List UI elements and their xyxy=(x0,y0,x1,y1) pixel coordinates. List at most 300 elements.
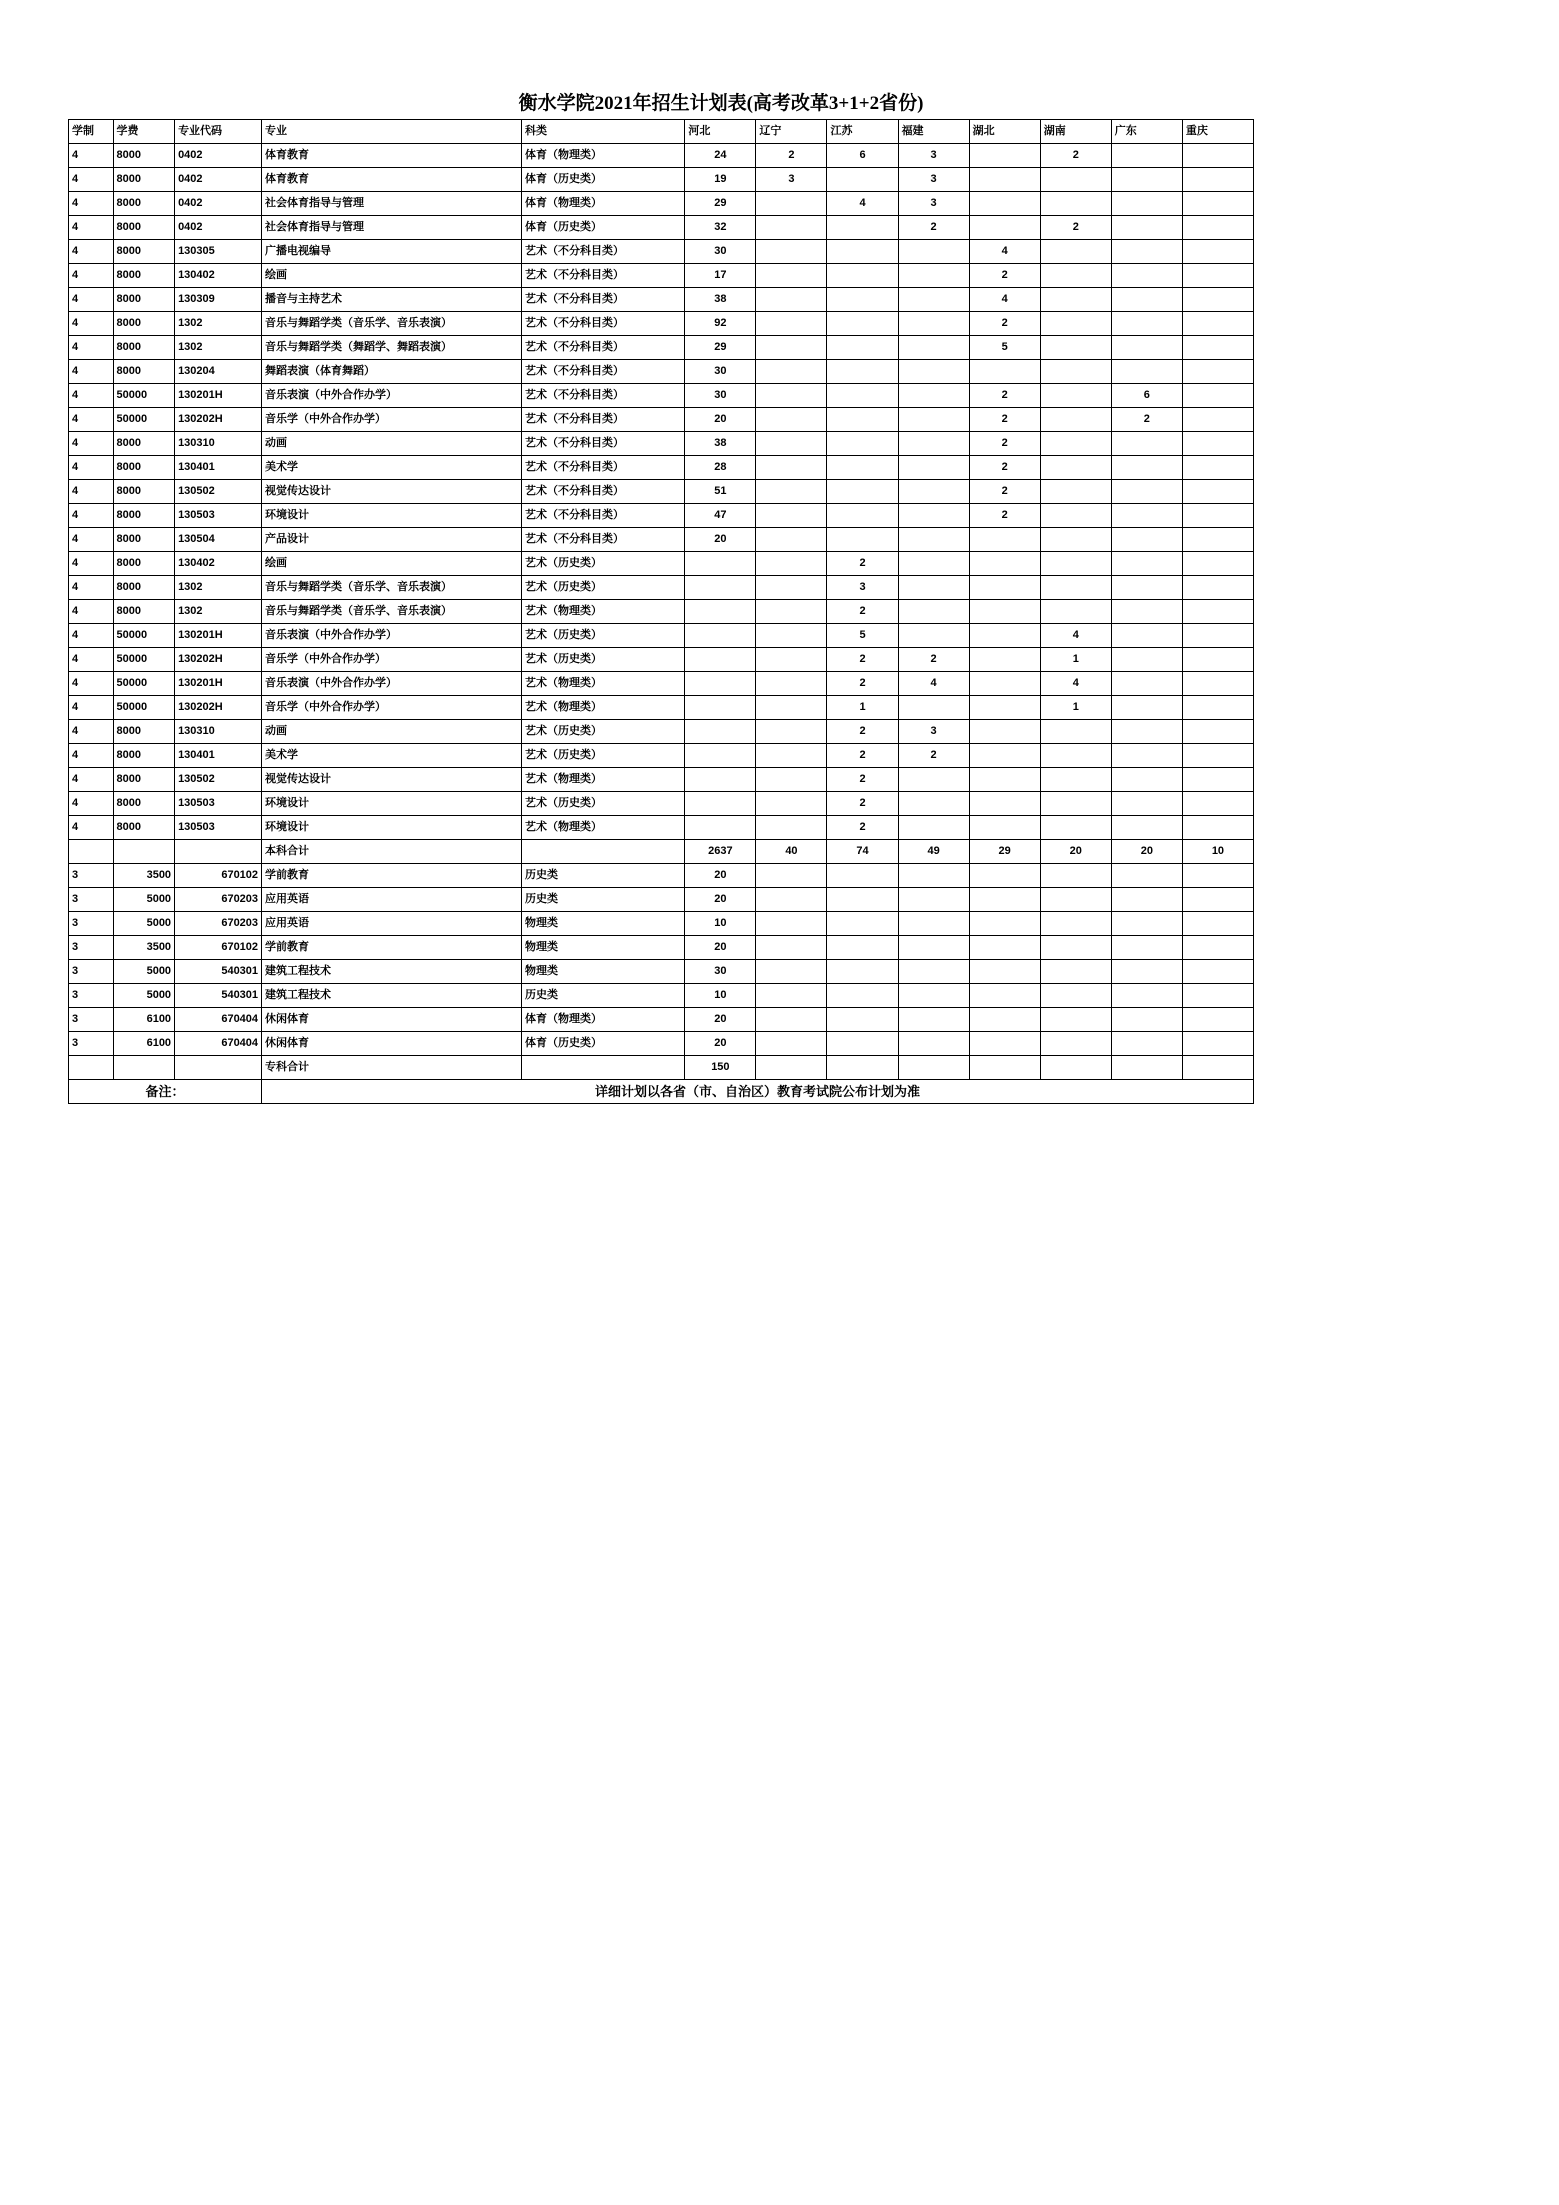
cell-quota-jiangsu: 2 xyxy=(827,600,898,624)
cell-major-code: 0402 xyxy=(175,192,262,216)
table-row-college xyxy=(69,1032,1254,1056)
cell-quota-hunan xyxy=(1040,168,1111,192)
cell-major-code: 130309 xyxy=(175,288,262,312)
cell-quota-liaoning xyxy=(756,1032,827,1056)
cell-category xyxy=(521,840,684,864)
cell-quota-hunan: 1 xyxy=(1040,648,1111,672)
cell-quota-hubei xyxy=(969,648,1040,672)
cell-major: 体育教育 xyxy=(262,144,522,168)
cell-major-code: 670102 xyxy=(175,864,262,888)
cell-major-code: 670102 xyxy=(175,936,262,960)
cell-years: 4 xyxy=(69,336,114,360)
cell-category: 艺术（不分科目类） xyxy=(521,528,684,552)
table-row-undergraduate xyxy=(69,384,1254,408)
cell-category: 艺术（物理类） xyxy=(521,672,684,696)
cell-quota-guangdong xyxy=(1111,168,1182,192)
cell-fee: 8000 xyxy=(113,768,175,792)
cell-quota-chongqing xyxy=(1182,720,1253,744)
cell-years: 4 xyxy=(69,480,114,504)
cell-quota-chongqing xyxy=(1182,528,1253,552)
cell-quota-chongqing xyxy=(1182,648,1253,672)
cell-quota-hebei xyxy=(685,552,756,576)
cell-fee: 50000 xyxy=(113,672,175,696)
header-province-hebei: 河北 xyxy=(685,120,756,144)
cell-quota-chongqing xyxy=(1182,264,1253,288)
cell-quota-hunan xyxy=(1040,912,1111,936)
cell-quota-liaoning xyxy=(756,600,827,624)
cell-quota-hubei xyxy=(969,576,1040,600)
cell-quota-hubei xyxy=(969,168,1040,192)
cell-quota-guangdong xyxy=(1111,984,1182,1008)
cell-quota-liaoning xyxy=(756,456,827,480)
cell-category: 体育（历史类） xyxy=(521,1032,684,1056)
cell-quota-fujian xyxy=(898,792,969,816)
cell-years: 4 xyxy=(69,768,114,792)
cell-quota-hebei xyxy=(685,696,756,720)
cell-quota-liaoning: 3 xyxy=(756,168,827,192)
cell-years: 4 xyxy=(69,648,114,672)
cell-years: 3 xyxy=(69,1008,114,1032)
cell-quota-hebei: 10 xyxy=(685,912,756,936)
cell-quota-hunan xyxy=(1040,336,1111,360)
table-row-undergraduate xyxy=(69,528,1254,552)
cell-quota-guangdong xyxy=(1111,672,1182,696)
cell-quota-guangdong xyxy=(1111,936,1182,960)
cell-major: 音乐学（中外合作办学） xyxy=(262,696,522,720)
cell-category: 艺术（不分科目类） xyxy=(521,360,684,384)
cell-major: 动画 xyxy=(262,432,522,456)
cell-quota-chongqing xyxy=(1182,384,1253,408)
cell-years: 4 xyxy=(69,240,114,264)
cell-quota-hunan xyxy=(1040,600,1111,624)
cell-quota-hubei: 2 xyxy=(969,264,1040,288)
header-province-fujian: 福建 xyxy=(898,120,969,144)
cell-fee: 8000 xyxy=(113,168,175,192)
cell-quota-hunan xyxy=(1040,432,1111,456)
cell-quota-fujian xyxy=(898,888,969,912)
cell-quota-guangdong xyxy=(1111,288,1182,312)
table-row-undergraduate xyxy=(69,648,1254,672)
cell-quota-guangdong xyxy=(1111,816,1182,840)
cell-fee: 8000 xyxy=(113,336,175,360)
cell-fee: 8000 xyxy=(113,360,175,384)
cell-quota-fujian: 3 xyxy=(898,168,969,192)
cell-category: 艺术（不分科目类） xyxy=(521,480,684,504)
cell-quota-guangdong xyxy=(1111,264,1182,288)
cell-major-code: 130201H xyxy=(175,624,262,648)
cell-fee: 8000 xyxy=(113,552,175,576)
cell-fee: 8000 xyxy=(113,456,175,480)
cell-quota-liaoning xyxy=(756,936,827,960)
cell-category: 体育（物理类） xyxy=(521,144,684,168)
cell-major-code: 0402 xyxy=(175,144,262,168)
cell-quota-jiangsu: 5 xyxy=(827,624,898,648)
cell-quota-guangdong xyxy=(1111,480,1182,504)
cell-quota-jiangsu xyxy=(827,1032,898,1056)
cell-fee: 8000 xyxy=(113,792,175,816)
cell-category: 物理类 xyxy=(521,912,684,936)
cell-quota-chongqing: 10 xyxy=(1182,840,1253,864)
cell-quota-jiangsu xyxy=(827,240,898,264)
cell-quota-fujian xyxy=(898,936,969,960)
cell-category: 体育（历史类） xyxy=(521,168,684,192)
cell-quota-hubei: 2 xyxy=(969,456,1040,480)
cell-quota-hebei xyxy=(685,792,756,816)
cell-major-code: 130202H xyxy=(175,696,262,720)
cell-major: 社会体育指导与管理 xyxy=(262,192,522,216)
cell-fee: 8000 xyxy=(113,216,175,240)
cell-quota-fujian xyxy=(898,456,969,480)
cell-quota-fujian: 2 xyxy=(898,216,969,240)
cell-quota-chongqing xyxy=(1182,144,1253,168)
cell-major: 美术学 xyxy=(262,456,522,480)
cell-years: 4 xyxy=(69,360,114,384)
cell-quota-liaoning xyxy=(756,384,827,408)
cell-quota-hebei xyxy=(685,744,756,768)
cell-category: 艺术（物理类） xyxy=(521,696,684,720)
cell-quota-hubei: 2 xyxy=(969,480,1040,504)
cell-quota-jiangsu xyxy=(827,168,898,192)
cell-fee: 8000 xyxy=(113,144,175,168)
cell-fee: 5000 xyxy=(113,912,175,936)
cell-quota-hebei: 19 xyxy=(685,168,756,192)
cell-quota-hubei xyxy=(969,600,1040,624)
cell-quota-hubei: 2 xyxy=(969,384,1040,408)
cell-quota-fujian xyxy=(898,1008,969,1032)
cell-major: 音乐学（中外合作办学） xyxy=(262,648,522,672)
cell-major-code: 1302 xyxy=(175,336,262,360)
table-row-undergraduate xyxy=(69,336,1254,360)
cell-major: 建筑工程技术 xyxy=(262,960,522,984)
cell-quota-guangdong: 6 xyxy=(1111,384,1182,408)
table-row-college-subtotal xyxy=(69,1056,1254,1080)
cell-quota-guangdong xyxy=(1111,792,1182,816)
cell-years: 4 xyxy=(69,264,114,288)
cell-major: 音乐表演（中外合作办学） xyxy=(262,384,522,408)
cell-years: 3 xyxy=(69,984,114,1008)
cell-quota-liaoning xyxy=(756,288,827,312)
cell-quota-hunan: 4 xyxy=(1040,672,1111,696)
table-row-undergraduate xyxy=(69,816,1254,840)
cell-years: 4 xyxy=(69,192,114,216)
cell-quota-hunan xyxy=(1040,456,1111,480)
table-row-college xyxy=(69,912,1254,936)
cell-quota-hunan xyxy=(1040,312,1111,336)
cell-quota-hubei xyxy=(969,216,1040,240)
cell-quota-jiangsu xyxy=(827,288,898,312)
cell-years: 4 xyxy=(69,696,114,720)
cell-quota-hunan xyxy=(1040,1008,1111,1032)
cell-quota-jiangsu xyxy=(827,528,898,552)
cell-quota-hubei xyxy=(969,1032,1040,1056)
cell-quota-chongqing xyxy=(1182,480,1253,504)
cell-quota-hunan xyxy=(1040,504,1111,528)
cell-quota-liaoning xyxy=(756,1008,827,1032)
cell-quota-hubei: 29 xyxy=(969,840,1040,864)
cell-major-code: 130305 xyxy=(175,240,262,264)
cell-quota-hunan xyxy=(1040,768,1111,792)
cell-quota-hunan: 1 xyxy=(1040,696,1111,720)
cell-quota-hebei: 28 xyxy=(685,456,756,480)
cell-major: 建筑工程技术 xyxy=(262,984,522,1008)
cell-major-code xyxy=(175,840,262,864)
cell-quota-jiangsu xyxy=(827,888,898,912)
cell-quota-jiangsu xyxy=(827,264,898,288)
cell-quota-hubei: 4 xyxy=(969,288,1040,312)
cell-quota-fujian: 3 xyxy=(898,720,969,744)
cell-quota-hebei xyxy=(685,768,756,792)
cell-quota-guangdong xyxy=(1111,768,1182,792)
cell-quota-hubei: 2 xyxy=(969,504,1040,528)
cell-years: 4 xyxy=(69,600,114,624)
table-row-undergraduate xyxy=(69,408,1254,432)
cell-quota-hunan xyxy=(1040,192,1111,216)
header-province-chongqing: 重庆 xyxy=(1182,120,1253,144)
cell-quota-chongqing xyxy=(1182,312,1253,336)
cell-quota-chongqing xyxy=(1182,1032,1253,1056)
cell-fee: 50000 xyxy=(113,384,175,408)
cell-major: 绘画 xyxy=(262,264,522,288)
cell-major-code: 1302 xyxy=(175,312,262,336)
cell-quota-hubei xyxy=(969,528,1040,552)
cell-quota-hunan xyxy=(1040,1056,1111,1080)
cell-major-code: 130503 xyxy=(175,504,262,528)
cell-fee: 8000 xyxy=(113,240,175,264)
cell-major: 学前教育 xyxy=(262,936,522,960)
cell-quota-chongqing xyxy=(1182,672,1253,696)
cell-quota-chongqing xyxy=(1182,960,1253,984)
cell-quota-fujian xyxy=(898,240,969,264)
cell-category: 艺术（历史类） xyxy=(521,576,684,600)
cell-quota-hubei xyxy=(969,696,1040,720)
cell-quota-fujian xyxy=(898,600,969,624)
table-row-undergraduate xyxy=(69,576,1254,600)
cell-years: 4 xyxy=(69,576,114,600)
cell-quota-hebei: 20 xyxy=(685,936,756,960)
cell-quota-hebei xyxy=(685,648,756,672)
cell-quota-jiangsu xyxy=(827,936,898,960)
cell-quota-liaoning: 40 xyxy=(756,840,827,864)
cell-major-code: 1302 xyxy=(175,600,262,624)
cell-quota-hunan xyxy=(1040,744,1111,768)
cell-quota-hebei: 38 xyxy=(685,288,756,312)
cell-fee: 6100 xyxy=(113,1032,175,1056)
cell-quota-liaoning xyxy=(756,312,827,336)
cell-major: 美术学 xyxy=(262,744,522,768)
cell-fee: 8000 xyxy=(113,720,175,744)
cell-quota-chongqing xyxy=(1182,744,1253,768)
cell-years: 4 xyxy=(69,144,114,168)
cell-quota-hebei: 30 xyxy=(685,360,756,384)
cell-category: 艺术（不分科目类） xyxy=(521,240,684,264)
table-row-undergraduate xyxy=(69,192,1254,216)
table-row-college xyxy=(69,984,1254,1008)
cell-quota-fujian xyxy=(898,984,969,1008)
cell-quota-chongqing xyxy=(1182,576,1253,600)
cell-category: 艺术（不分科目类） xyxy=(521,384,684,408)
cell-quota-fujian xyxy=(898,360,969,384)
cell-quota-chongqing xyxy=(1182,912,1253,936)
cell-category: 体育（物理类） xyxy=(521,192,684,216)
cell-category: 艺术（历史类） xyxy=(521,792,684,816)
note-text: 详细计划以各省（市、自治区）教育考试院公布计划为准 xyxy=(262,1080,1254,1104)
cell-major: 产品设计 xyxy=(262,528,522,552)
cell-quota-guangdong xyxy=(1111,144,1182,168)
cell-quota-hebei xyxy=(685,624,756,648)
spreadsheet-area xyxy=(68,88,1254,1104)
cell-quota-guangdong xyxy=(1111,552,1182,576)
cell-quota-hunan xyxy=(1040,384,1111,408)
cell-quota-fujian: 49 xyxy=(898,840,969,864)
cell-quota-jiangsu xyxy=(827,960,898,984)
cell-quota-fujian xyxy=(898,768,969,792)
table-row-undergraduate xyxy=(69,312,1254,336)
header-row xyxy=(69,120,1254,144)
cell-quota-guangdong xyxy=(1111,696,1182,720)
table-header xyxy=(69,120,1254,144)
cell-major: 专科合计 xyxy=(262,1056,522,1080)
cell-major: 体育教育 xyxy=(262,168,522,192)
cell-major-code: 0402 xyxy=(175,216,262,240)
cell-quota-hunan: 4 xyxy=(1040,624,1111,648)
cell-category: 艺术（物理类） xyxy=(521,600,684,624)
cell-major-code: 130504 xyxy=(175,528,262,552)
cell-years: 4 xyxy=(69,528,114,552)
cell-years: 4 xyxy=(69,744,114,768)
cell-major: 视觉传达设计 xyxy=(262,768,522,792)
cell-quota-hubei xyxy=(969,144,1040,168)
cell-major-code: 670203 xyxy=(175,888,262,912)
cell-quota-hubei xyxy=(969,984,1040,1008)
cell-quota-hebei: 30 xyxy=(685,384,756,408)
cell-quota-hunan xyxy=(1040,864,1111,888)
cell-quota-hebei xyxy=(685,576,756,600)
cell-fee: 8000 xyxy=(113,192,175,216)
cell-quota-fujian xyxy=(898,552,969,576)
cell-quota-jiangsu xyxy=(827,360,898,384)
cell-major-code: 130503 xyxy=(175,816,262,840)
cell-quota-fujian xyxy=(898,864,969,888)
cell-major-code: 670404 xyxy=(175,1032,262,1056)
cell-quota-chongqing xyxy=(1182,1056,1253,1080)
cell-quota-guangdong xyxy=(1111,960,1182,984)
cell-quota-guangdong xyxy=(1111,360,1182,384)
cell-quota-hebei: 10 xyxy=(685,984,756,1008)
cell-quota-liaoning xyxy=(756,888,827,912)
header-category: 科类 xyxy=(521,120,684,144)
cell-quota-hebei: 20 xyxy=(685,408,756,432)
cell-quota-liaoning xyxy=(756,480,827,504)
cell-quota-chongqing xyxy=(1182,552,1253,576)
cell-quota-guangdong xyxy=(1111,456,1182,480)
cell-major: 环境设计 xyxy=(262,792,522,816)
cell-major-code: 540301 xyxy=(175,984,262,1008)
cell-quota-chongqing xyxy=(1182,336,1253,360)
cell-quota-jiangsu xyxy=(827,1008,898,1032)
cell-quota-liaoning: 2 xyxy=(756,144,827,168)
cell-quota-hubei xyxy=(969,816,1040,840)
cell-quota-hebei: 38 xyxy=(685,432,756,456)
table-row-undergraduate xyxy=(69,672,1254,696)
cell-quota-chongqing xyxy=(1182,360,1253,384)
table-row-undergraduate xyxy=(69,600,1254,624)
cell-quota-liaoning xyxy=(756,432,827,456)
header-province-hubei: 湖北 xyxy=(969,120,1040,144)
cell-quota-hubei xyxy=(969,1056,1040,1080)
cell-category: 艺术（不分科目类） xyxy=(521,288,684,312)
header-province-hunan: 湖南 xyxy=(1040,120,1111,144)
cell-quota-hubei: 5 xyxy=(969,336,1040,360)
cell-years: 4 xyxy=(69,816,114,840)
header-fee: 学费 xyxy=(113,120,175,144)
cell-fee: 8000 xyxy=(113,288,175,312)
cell-quota-hebei xyxy=(685,600,756,624)
cell-years: 3 xyxy=(69,888,114,912)
cell-category: 体育（物理类） xyxy=(521,1008,684,1032)
cell-category: 艺术（不分科目类） xyxy=(521,432,684,456)
cell-quota-liaoning xyxy=(756,696,827,720)
table-row-undergraduate-subtotal xyxy=(69,840,1254,864)
cell-years: 4 xyxy=(69,720,114,744)
cell-quota-liaoning xyxy=(756,216,827,240)
table-row-undergraduate xyxy=(69,360,1254,384)
cell-major: 音乐与舞蹈学类（音乐学、音乐表演） xyxy=(262,312,522,336)
table-row-undergraduate xyxy=(69,240,1254,264)
cell-quota-hebei: 30 xyxy=(685,960,756,984)
cell-quota-hubei xyxy=(969,720,1040,744)
cell-quota-hubei xyxy=(969,960,1040,984)
cell-quota-fujian xyxy=(898,528,969,552)
cell-quota-guangdong xyxy=(1111,744,1182,768)
cell-quota-hunan xyxy=(1040,816,1111,840)
cell-quota-liaoning xyxy=(756,816,827,840)
cell-quota-fujian xyxy=(898,432,969,456)
cell-years: 3 xyxy=(69,960,114,984)
cell-quota-jiangsu: 2 xyxy=(827,768,898,792)
cell-quota-jiangsu xyxy=(827,216,898,240)
cell-quota-guangdong xyxy=(1111,312,1182,336)
cell-category: 艺术（不分科目类） xyxy=(521,264,684,288)
cell-quota-liaoning xyxy=(756,792,827,816)
cell-fee: 8000 xyxy=(113,432,175,456)
cell-category: 艺术（历史类） xyxy=(521,624,684,648)
cell-quota-fujian: 4 xyxy=(898,672,969,696)
cell-quota-jiangsu xyxy=(827,456,898,480)
cell-quota-guangdong xyxy=(1111,336,1182,360)
cell-quota-hunan xyxy=(1040,288,1111,312)
cell-years: 4 xyxy=(69,504,114,528)
cell-category: 物理类 xyxy=(521,960,684,984)
cell-quota-liaoning xyxy=(756,648,827,672)
cell-category: 艺术（不分科目类） xyxy=(521,504,684,528)
cell-quota-liaoning xyxy=(756,360,827,384)
cell-quota-jiangsu xyxy=(827,384,898,408)
table-row-undergraduate xyxy=(69,288,1254,312)
cell-major: 休闲体育 xyxy=(262,1032,522,1056)
cell-category: 艺术（物理类） xyxy=(521,816,684,840)
cell-major-code: 130401 xyxy=(175,744,262,768)
cell-quota-chongqing xyxy=(1182,864,1253,888)
cell-quota-guangdong: 2 xyxy=(1111,408,1182,432)
cell-fee: 6100 xyxy=(113,1008,175,1032)
cell-years: 4 xyxy=(69,312,114,336)
table-row-undergraduate xyxy=(69,552,1254,576)
header-province-liaoning: 辽宁 xyxy=(756,120,827,144)
cell-quota-fujian xyxy=(898,624,969,648)
cell-quota-hubei xyxy=(969,912,1040,936)
cell-category: 艺术（历史类） xyxy=(521,744,684,768)
page-title: 衡水学院2021年招生计划表(高考改革3+1+2省份) xyxy=(518,93,924,114)
